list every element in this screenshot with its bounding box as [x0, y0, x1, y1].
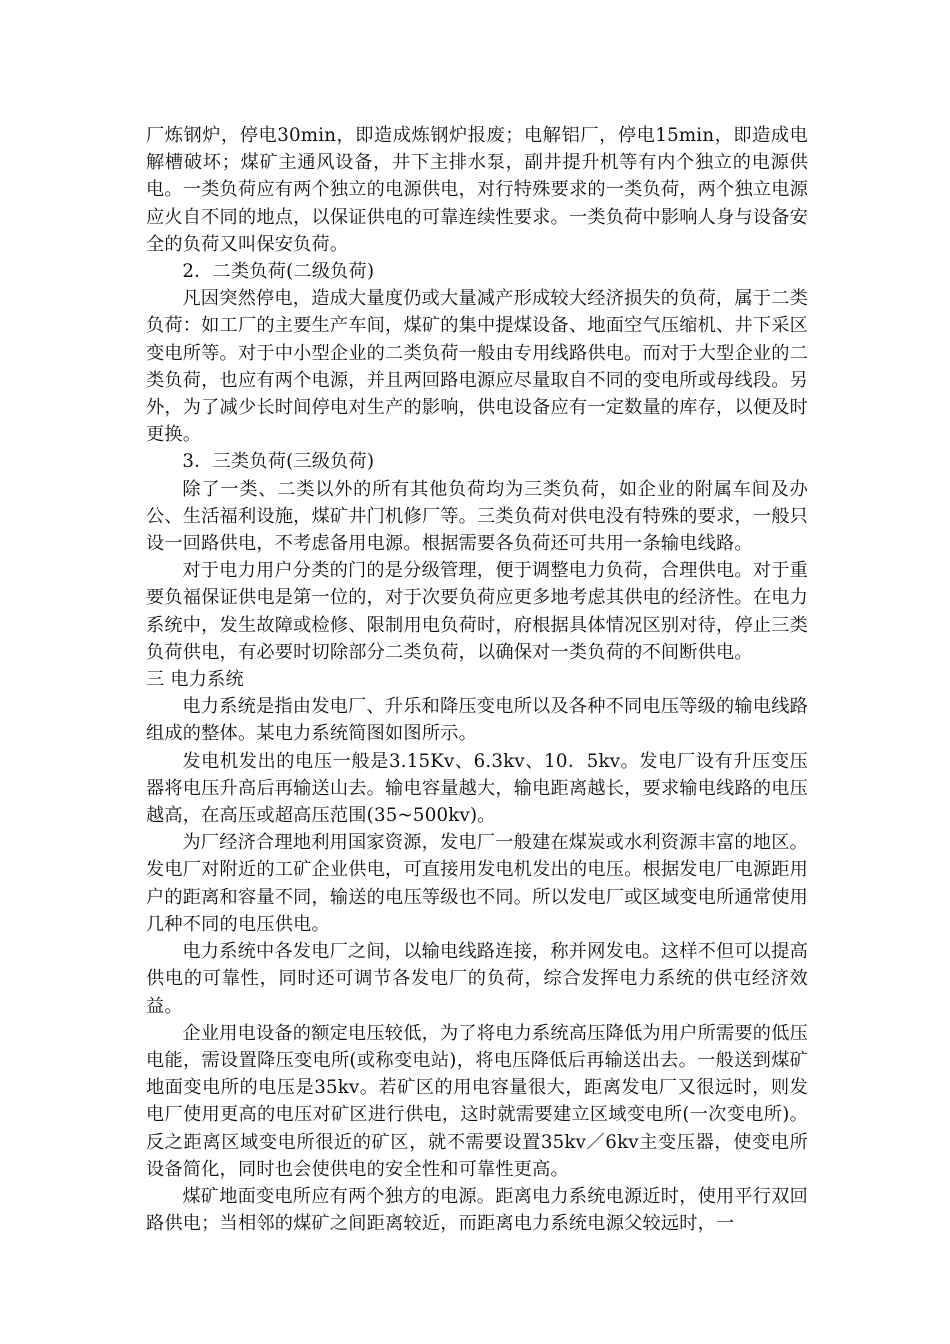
paragraph-power-plant-location: 为厂经济合理地利用国家资源，发电厂一般建在煤炭或水利资源丰富的地区。发电厂对附近的工矿企业供电，可直接用发电机发出的电压。根据发电厂电源距用户的距离和容量不同，输送的电压等级也不同。所以发电厂或区域变电所通常使用几种不同的电压供电。	[146, 832, 808, 935]
paragraph-load-classification-purpose: 对于电力用户分类的门的是分级管理，便于调整电力负荷，合理供电。对于重要负福保证供电是第一位的，对于次要负荷应更多地考虑其供电的经济性。在电力系统中，发生故障或检修、限制用电负荷时，府根据具体情况区别对待，停止三类负荷供电，有必要时切除部分二类负荷，以确保对一类负荷的不间断供电。	[146, 560, 808, 663]
paragraph-generator-voltage: 发电机发出的电压一般是3.15Kv、6.3kv、10．5kv。发电厂设有升压变压器将电压升高后再输送山去。输电容量越大，输电距离越长，要求输电线路的电压越高，在高压或超高压范围(35~500kv)。	[146, 750, 808, 827]
paragraph-first-class-load-end: 厂炼钢炉，停电30min，即造成炼钢炉报废；电解铝厂，停电15min，即造成电解槽破坏；煤矿主通风设备，井下主排水泵，副井提升机等有内个独立的电源供电。一类负荷应有两个独立的电源供电，对行特殊要求的一类负荷，两个独立电源应火自不同的地点，以保证供电的可靠连续性要求。一类负荷中影响人身与设备安全的负荷又叫保安负荷。	[146, 125, 808, 255]
document-body	[146, 122, 808, 1237]
paragraph-second-class-load: 凡因突然停电，造成大量度仍或大量减产形成较大经济损失的负荷，属于二类负荷：如工厂的主要生产车间，煤矿的集中提煤设备、地面空气压缩机、井下采区变电所等。对于中小型企业的二类负荷一般由专用线路供电。而对于大型企业的二类负荷，也应有两个电源，并且两回路电源应尽量取自不同的变电所或母线段。另外，为了减少长时间停电对生产的影响，供电设备应有一定数量的库存，以便及时更换。	[146, 288, 808, 446]
paragraph-step-down-substation: 企业用电设备的额定电压较低，为了将电力系统高压降低为用户所需要的低压电能，需设置降压变电所(或称变电站)，将电压降低后再输送出去。一般送到煤矿地面变电所的电压是35kv。若矿区的用电容量很大，距离发电厂又很远时，则发电厂使用更高的电压对矿区进行供电，这时就需要建立区域变电所(一次变电所)。反之距离区域变电所很近的矿区，就不需要设置35kv／6kv主变压器，使变电所设备简化，同时也会使供电的安全性和可靠性更高。	[146, 1022, 808, 1180]
paragraph-grid-connection: 电力系统中各发电厂之间，以输电线路连接，称并网发电。这样不但可以提高供电的可靠性，同时还可调节各发电厂的负荷，综合发挥电力系统的供屯经济效益。	[146, 941, 808, 1017]
subheading-second-class-load: 2．二类负荷(二级负荷)	[182, 261, 375, 283]
paragraph-third-class-load: 除了一类、二类以外的所有其他负荷均为三类负荷，如企业的附属车间及办公、生活福利设施，煤矿井门机修厂等。三类负荷对供电没有特殊的要求，一般只设一回路供电，不考虑备用电源。根据需要各负荷还可共用一条输电线路。	[146, 478, 808, 555]
subheading-third-class-load: 3．三类负荷(三级负荷)	[182, 451, 375, 473]
paragraph-mine-substation-supply: 煤矿地面变电所应有两个独方的电源。距离电力系统电源近时，使用平行双回路供电；当相邻的煤矿之间距离较近，而距离电力系统电源父较远时，一	[146, 1185, 808, 1235]
paragraph-power-system-definition: 电力系统是指由发电厂、升乐和降压变电所以及各种不同电压等级的输电线路组成的整体。某电力系统简图如图所示。	[146, 696, 808, 745]
section-heading-power-system: 三 电力系统	[146, 669, 244, 691]
